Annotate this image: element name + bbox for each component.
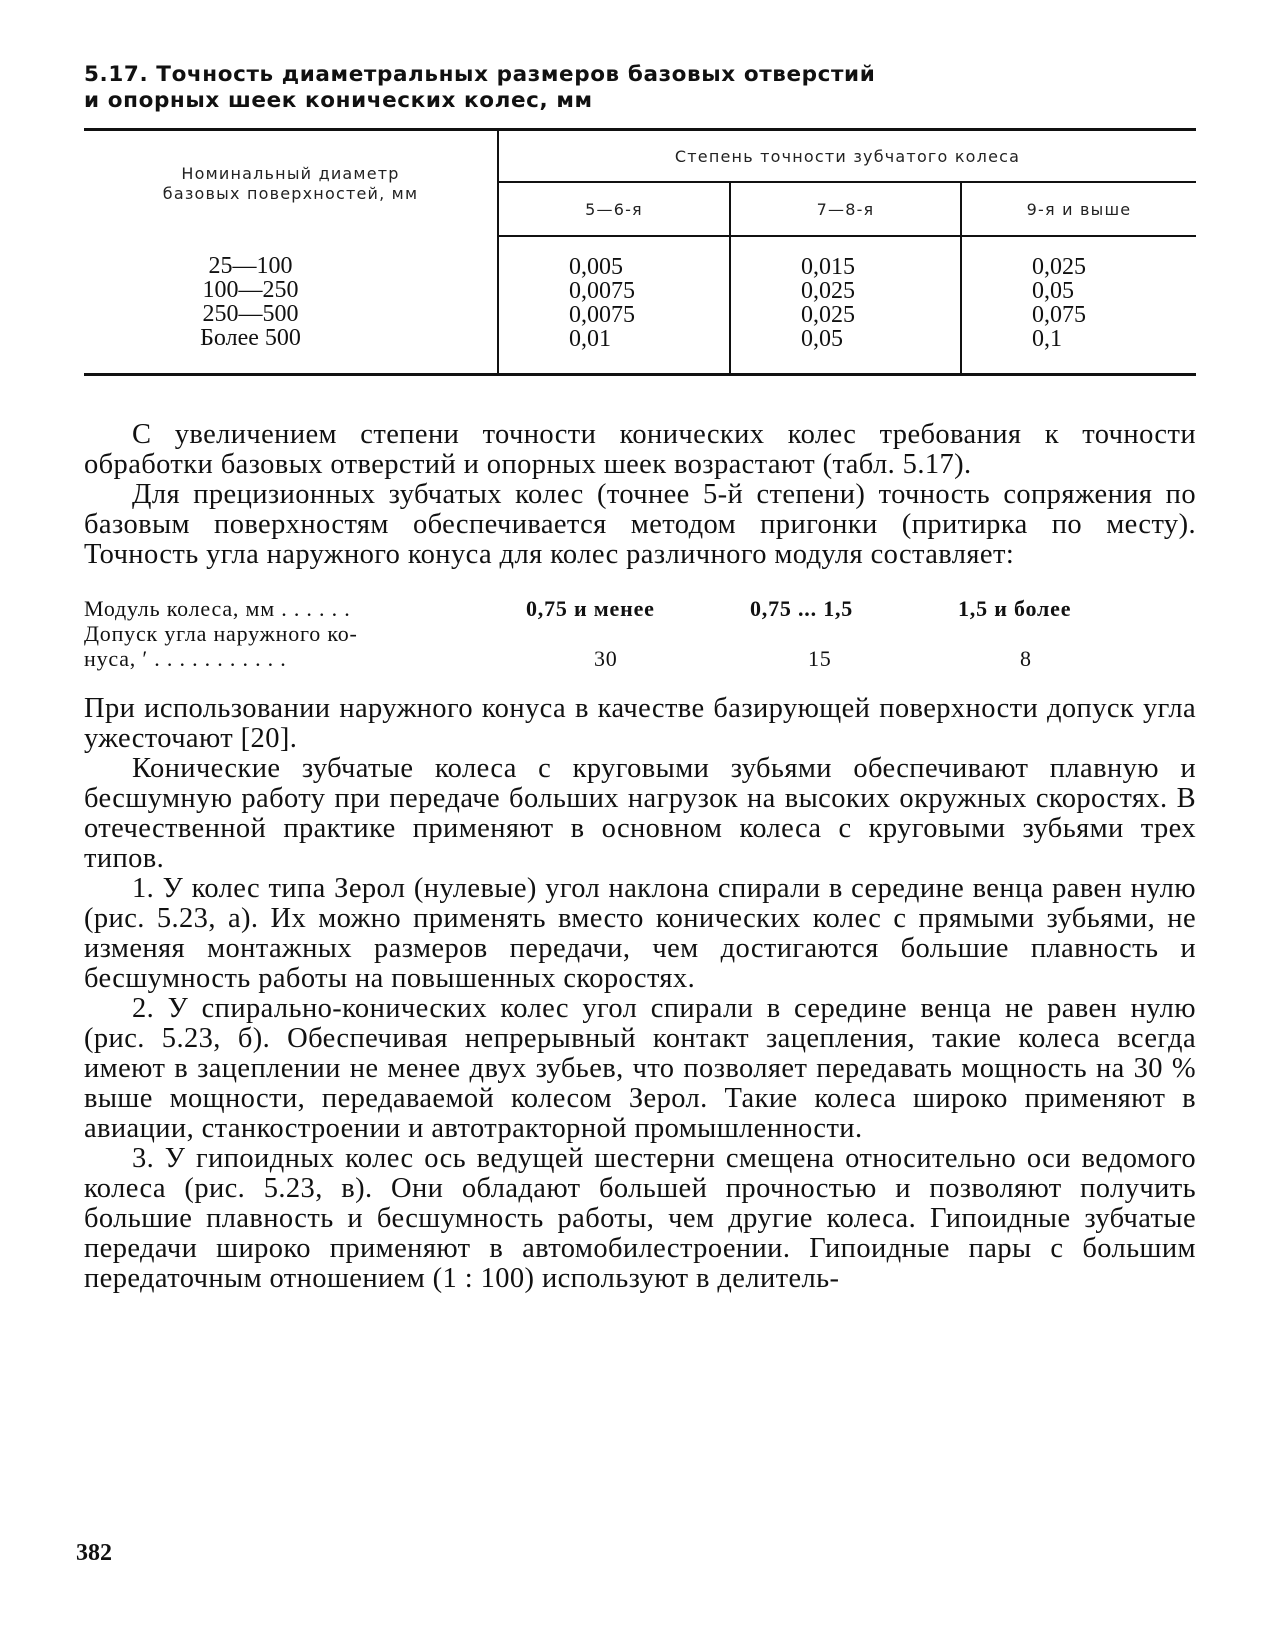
spec-tolerance-value: 8 [1020, 646, 1032, 671]
diameter-value: 250—500 [202, 301, 299, 327]
spec-module-label: Модуль колеса, мм . . . . . . [84, 596, 351, 621]
tolerance-value: 0,1 [1032, 326, 1062, 352]
body-paragraph: С увеличением степени точности конических колес требования к точности обработки базовых отверстий и опорных шеек возрастают (табл. 5.17). [84, 419, 1196, 480]
group-header: Степень точности зубчатого колеса [498, 130, 1196, 183]
body-paragraph: Для прецизионных зубчатых колес (точнее 5-й степени) точность сопряжения по базовым поверхностям обеспечивается методом пригонки (притирка по месту). Точность угла наружного конуса для колес различного модуля составляет: [84, 479, 1196, 570]
tolerance-value: 0,05 [1032, 278, 1074, 304]
values-cell-grade-5-6 [498, 236, 730, 375]
tolerance-value: 0,0075 [569, 302, 635, 328]
tolerance-value: 0,025 [801, 302, 855, 328]
tolerance-value: 0,0075 [569, 278, 635, 304]
table-body-row [84, 236, 1196, 375]
precision-table [84, 128, 1196, 376]
row-header-line: Номинальный диаметр [181, 163, 400, 183]
tolerance-value: 0,015 [801, 254, 855, 280]
diameter-cell [84, 236, 498, 375]
body-paragraph: 2. У спирально-конических колес угол спирали в середине венца не равен нулю (рис. 5.23, б). Обеспечивая непрерывный контакт зацепления, такие колеса всегда имеют в зацеплении не менее двух зубьев, что позволяет передавать мощность на 30 % выше мощности, передаваемой колесом Зерол. Такие колеса широко применяют в авиации, станкостроении и автотракторной промышленности. [84, 993, 1196, 1144]
page-number: 382 [76, 1540, 112, 1566]
body-paragraph: 1. У колес типа Зерол (нулевые) угол наклона спирали в середине венца равен нулю (рис. 5.23, а). Их можно применять вместо конических колес с прямыми зубьями, не изменяя монтажных размеров передачи, чем достигаются большие плавность и бесшумность работы на повышенных скоростях. [84, 873, 1196, 994]
spec-module-value: 1,5 и более [958, 596, 1072, 621]
spec-tolerance-value: 15 [808, 646, 832, 671]
body-paragraph: При использовании наружного конуса в качестве базирующей поверхности допуск угла ужесточают [20]. [84, 693, 1196, 754]
tolerance-value: 0,005 [569, 254, 623, 280]
row-header-line: базовых поверхностей, мм [162, 183, 419, 203]
column-header: 9-я и выше [961, 182, 1196, 236]
column-header: 5—6-я [498, 182, 730, 236]
values-cell-grade-9-up [961, 236, 1196, 375]
column-header: 7—8-я [730, 182, 961, 236]
spec-module-value: 0,75 ... 1,5 [750, 596, 854, 621]
values-cell-grade-7-8 [730, 236, 961, 375]
tolerance-value: 0,05 [801, 326, 843, 352]
diameter-value: 25—100 [208, 253, 293, 279]
spec-module-value: 0,75 и менее [526, 596, 655, 621]
body-paragraph: 3. У гипоидных колес ось ведущей шестерни смещена относительно оси ведомого колеса (рис. 5.23, в). Они обладают большей прочностью и позволяют получить большие плавность и бесшумность работы, чем другие колеса. Гипоидные зубчатые передачи широко применяют в автомобилестроении. Гипоидные пары с большим передаточным отношением (1 : 100) используют в делитель- [84, 1143, 1196, 1294]
tolerance-value: 0,025 [801, 278, 855, 304]
diameter-value: 100—250 [202, 277, 299, 303]
tolerance-value: 0,025 [1032, 254, 1086, 280]
table-caption-line: 5.17. Точность диаметральных размеров базовых отверстий [84, 62, 876, 87]
body-paragraph: Конические зубчатые колеса с круговыми зубьями обеспечивают плавную и бесшумную работу при передаче больших нагрузок на высоких окружных скоростях. В отечественной практике применяют в основном колеса с круговыми зубьями трех типов. [84, 753, 1196, 874]
table-caption [84, 62, 1196, 114]
cone-angle-spec [84, 596, 1196, 674]
row-header [84, 130, 498, 237]
spec-tolerance-label: нуса, ′ . . . . . . . . . . . [84, 646, 287, 671]
tolerance-value: 0,075 [1032, 302, 1086, 328]
book-page [84, 62, 1196, 1294]
tolerance-value: 0,01 [569, 326, 611, 352]
spec-tolerance-value: 30 [594, 646, 618, 671]
table-caption-line: и опорных шеек конических колес, мм [84, 88, 593, 113]
spec-tolerance-label: Допуск угла наружного ко- [84, 621, 358, 646]
diameter-value: Более 500 [200, 325, 301, 351]
